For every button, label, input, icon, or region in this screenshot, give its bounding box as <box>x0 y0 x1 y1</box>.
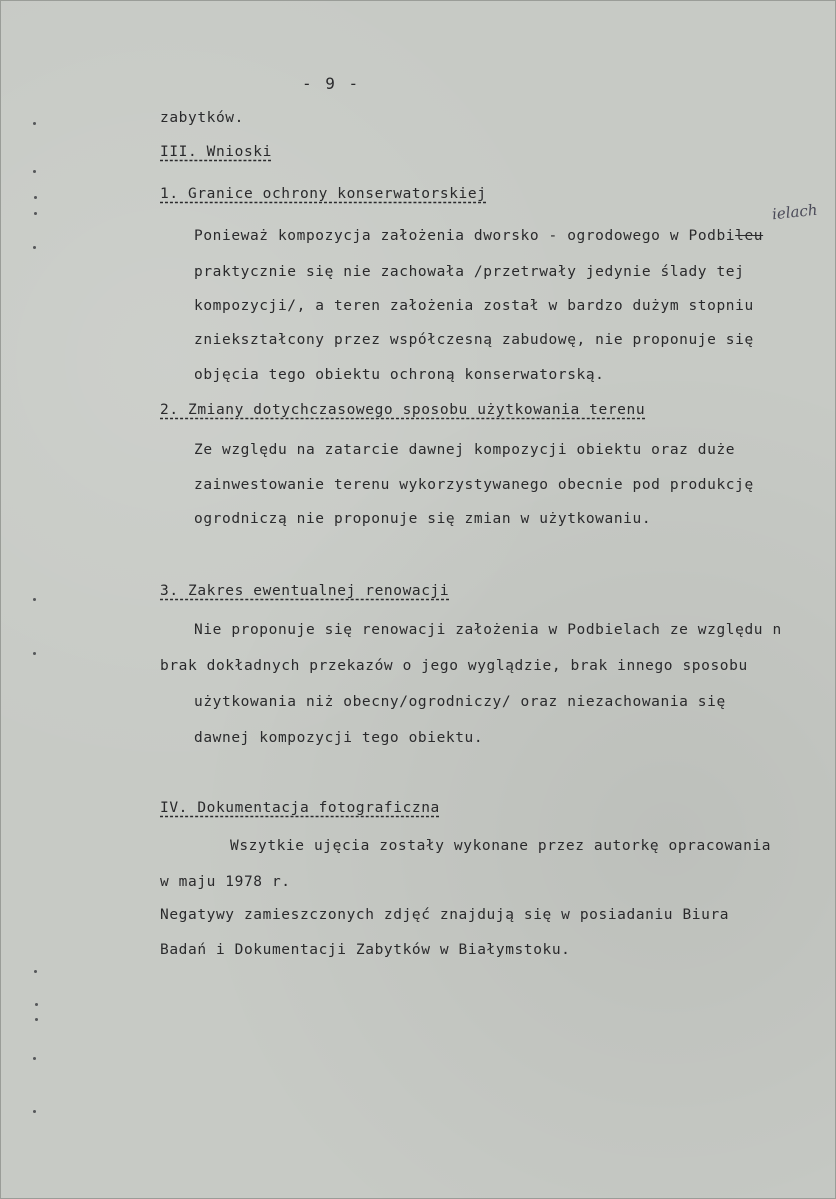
paragraph-line: objęcia tego obiektu ochroną konserwatorską. <box>194 367 605 383</box>
margin-speck <box>35 1018 38 1021</box>
intro-line: zabytków. <box>160 110 244 126</box>
margin-speck <box>33 246 36 249</box>
struck-text: leu <box>735 228 764 244</box>
paragraph-line: zainwestowanie terenu wykorzystywanego obecnie pod produkcję <box>194 477 754 493</box>
paragraph-text: Ponieważ kompozycja założenia dworsko - ogrodowego w <box>194 228 689 244</box>
margin-speck <box>33 170 36 173</box>
heading-renovation-scope: 3. Zakres ewentualnej renowacji <box>160 583 450 599</box>
place-name: Podbi <box>688 228 736 244</box>
section-heading-conclusions: III. Wnioski <box>160 144 272 160</box>
paragraph-line <box>194 228 763 244</box>
paragraph-line: ogrodniczą nie proponuje się zmian w użytkowaniu. <box>194 511 652 527</box>
margin-speck <box>34 970 37 973</box>
handwritten-correction: ielach <box>771 200 819 224</box>
margin-speck <box>33 1057 36 1060</box>
margin-speck <box>35 1003 38 1006</box>
paragraph-line: kompozycji/, a teren założenia został w bardzo dużym stopniu <box>194 298 754 314</box>
paragraph-line: Ze względu na zatarcie dawnej kompozycji obiektu oraz duże <box>194 442 736 458</box>
page-number: - 9 - <box>302 74 361 93</box>
margin-speck <box>33 122 36 125</box>
section-heading-photo-documentation: IV. Dokumentacja fotograficzna <box>160 800 440 816</box>
heading-land-use-changes: 2. Zmiany dotychczasowego sposobu użytkowania terenu <box>160 402 646 418</box>
paragraph-line: Wszytkie ujęcia zostały wykonane przez autorkę opracowania <box>230 838 772 854</box>
margin-speck <box>33 652 36 655</box>
paragraph-line: zniekształcony przez współczesną zabudowę, nie proponuje się <box>194 332 754 348</box>
margin-speck <box>34 196 37 199</box>
margin-speck <box>33 1110 36 1113</box>
paragraph-line: praktycznie się nie zachowała /przetrwały jedynie ślady tej <box>194 264 745 280</box>
paragraph-line: użytkowania niż obecny/ogrodniczy/ oraz niezachowania się <box>194 694 726 710</box>
paragraph-line: w maju 1978 r. <box>160 874 291 890</box>
paragraph-line: brak dokładnych przekazów o jego wyglądzie, brak innego sposobu <box>160 658 748 674</box>
margin-speck <box>33 598 36 601</box>
paragraph-line: Negatywy zamieszczonych zdjęć znajdują się w posiadaniu Biura <box>160 907 730 923</box>
paragraph-line: Badań i Dokumentacji Zabytków w Białymstoku. <box>160 942 571 958</box>
heading-protection-boundaries: 1. Granice ochrony konserwatorskiej <box>160 186 487 202</box>
paragraph-line: Nie proponuje się renowacji założenia w Podbielach ze względu n <box>194 622 782 638</box>
margin-speck <box>34 212 37 215</box>
paragraph-line: dawnej kompozycji tego obiektu. <box>194 730 484 746</box>
